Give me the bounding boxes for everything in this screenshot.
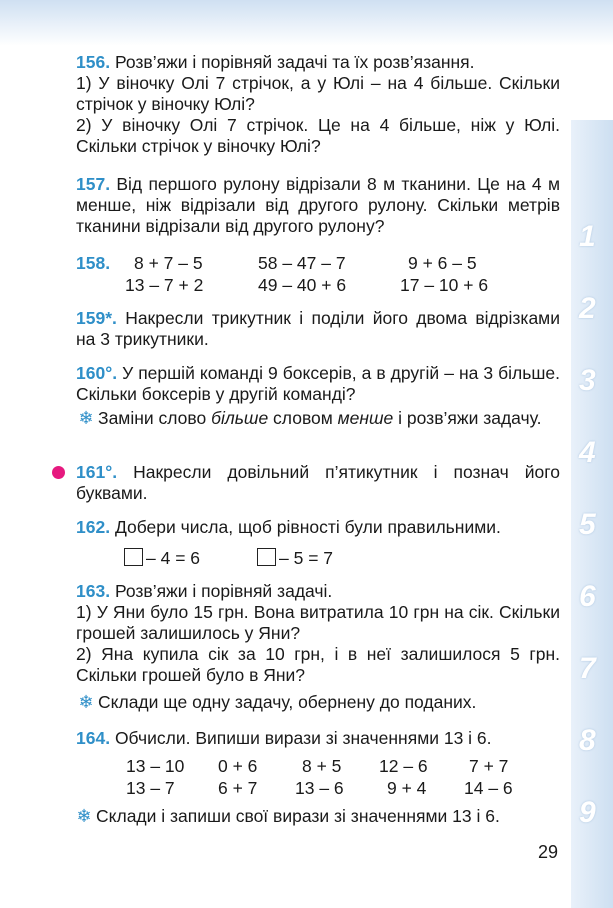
task-number: 161°. <box>76 462 118 482</box>
task-text: Добери числа, щоб рівності були правильними. <box>114 517 501 537</box>
side-number-4: 4 <box>579 436 596 469</box>
task-162 <box>76 517 560 576</box>
extra-task: ❄ Склади ще одну задачу, обернену до поданих. <box>76 692 560 713</box>
expression: 12 – 6 <box>379 756 428 776</box>
task-163 <box>76 581 560 713</box>
side-number-9: 9 <box>579 796 596 829</box>
task-paragraph-2: 2) У віночку Олі 7 стрічок. Це на 4 більше, ніж у Юлі. Скільки стрічок у віночку Юлі? <box>76 115 560 156</box>
expression: 13 – 7 <box>126 778 175 798</box>
extra-task: ❄ Заміни слово більше словом менше і розв’яжи задачу. <box>76 408 560 429</box>
task-text: У першій команді 9 боксерів, а в другій – на 3 більше. Скільки боксерів у другій команді? <box>76 363 560 404</box>
task-title: Обчисли. Випиши вирази зі значеннями 13 і 6. <box>114 728 492 748</box>
task-number: 163. <box>76 581 111 601</box>
pink-dot-marker <box>52 466 65 479</box>
task-number: 164. <box>76 728 111 748</box>
task-number: 160°. <box>76 363 118 383</box>
side-number-3: 3 <box>579 364 596 397</box>
side-number-6: 6 <box>579 580 596 613</box>
expression: 13 – 10 <box>126 756 185 776</box>
expression: 0 + 6 <box>218 756 258 776</box>
expression: 9 + 6 – 5 <box>408 253 477 273</box>
answer-box[interactable] <box>257 548 276 566</box>
expression: 8 + 5 <box>302 756 342 776</box>
side-number-5: 5 <box>579 508 596 541</box>
expression: 9 + 4 <box>387 778 427 798</box>
expression: 6 + 7 <box>218 778 258 798</box>
task-159 <box>76 308 560 350</box>
task-text: Від першого рулону відрізали 8 м тканини. Це на 4 м менше, ніж відрізали від другого рулону. Скільки метрів тканини відрізали від другого рулону? <box>76 174 560 236</box>
expression: 13 – 7 + 2 <box>125 275 204 295</box>
task-paragraph-1: 1) У віночку Олі 7 стрічок, а у Юлі – на 4 більше. Скільки стрічок у віночку Юлі? <box>76 73 560 114</box>
task-157 <box>76 174 560 237</box>
task-paragraph-1: 1) У Яни було 15 грн. Вона витратила 10 грн на сік. Скільки грошей залишилось у Яни? <box>76 602 560 643</box>
page-number: 29 <box>538 842 559 862</box>
expression: 8 + 7 – 5 <box>134 253 203 273</box>
task-title: Розв’яжи і порівняй задачі та їх розв’язання. <box>114 52 475 72</box>
task-number: 159*. <box>76 308 117 328</box>
extra-task: ❄ Склади і запиши свої вирази зі значеннями 13 і 6. <box>74 806 500 827</box>
expression: 7 + 7 <box>469 756 509 776</box>
top-band <box>0 0 613 46</box>
task-paragraph-2: 2) Яна купила сік за 10 грн, і в неї залишилося 5 грн. Скільки грошей було в Яни? <box>76 644 560 685</box>
equation-2: – 5 = 7 <box>257 548 333 569</box>
task-text: Накресли трикутник і поділи його двома відрізками на 3 трикутники. <box>76 308 560 349</box>
expression: 58 – 47 – 7 <box>258 253 346 273</box>
expression: 49 – 40 + 6 <box>258 275 347 295</box>
task-number: 157. <box>76 174 111 194</box>
equation-1: – 4 = 6 <box>124 548 200 569</box>
task-number: 156. <box>76 52 111 72</box>
snowflake-icon: ❄ <box>78 692 94 712</box>
expression: 14 – 6 <box>464 778 513 798</box>
task-number: 158. <box>76 253 111 273</box>
task-number: 162. <box>76 517 111 537</box>
side-number-1: 1 <box>579 220 596 253</box>
task-160 <box>76 363 560 429</box>
expression: 17 – 10 + 6 <box>400 275 489 295</box>
task-158 <box>76 253 560 297</box>
side-number-8: 8 <box>579 724 596 757</box>
task-title: Розв’яжи і порівняй задачі. <box>114 581 333 601</box>
side-number-strip <box>571 120 613 908</box>
task-161 <box>76 462 560 504</box>
answer-box[interactable] <box>124 548 143 566</box>
task-text: Накресли довільний п’ятикутник і познач його буквами. <box>76 462 560 503</box>
snowflake-icon: ❄ <box>78 408 94 428</box>
side-number-7: 7 <box>579 652 596 685</box>
side-number-2: 2 <box>579 292 596 325</box>
task-164 <box>76 728 560 848</box>
expression: 13 – 6 <box>295 778 344 798</box>
task-156 <box>76 52 560 157</box>
snowflake-icon: ❄ <box>76 806 92 826</box>
